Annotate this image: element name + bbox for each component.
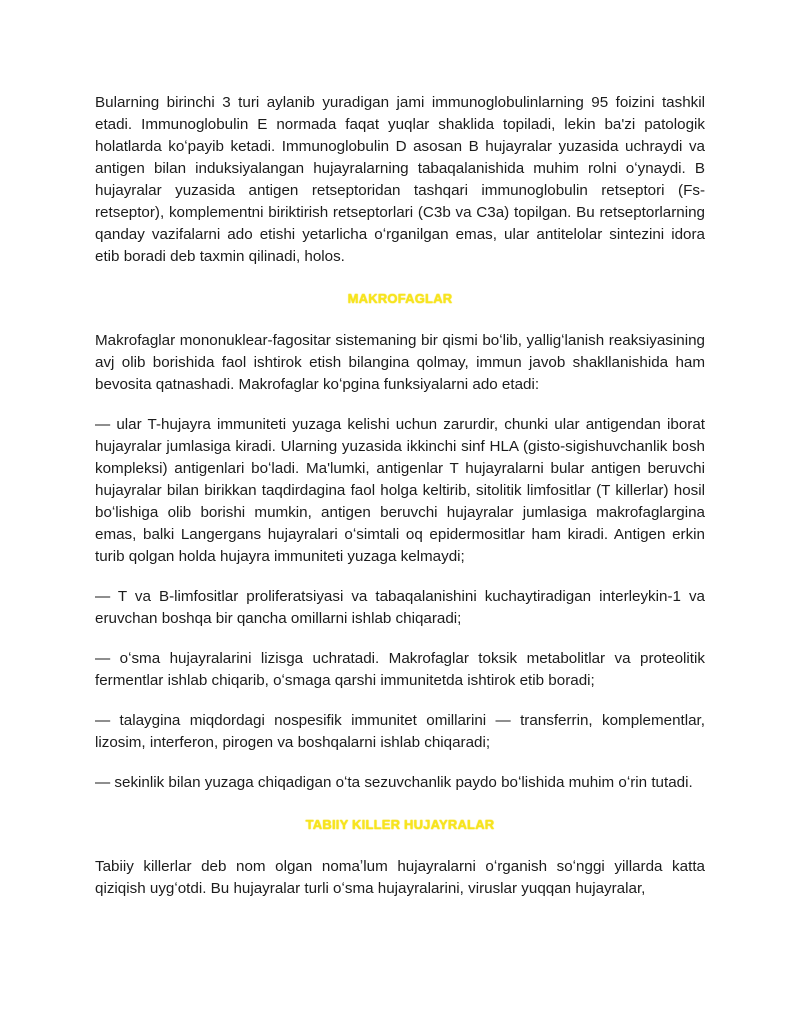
section-heading-killer — [95, 814, 705, 836]
section-heading-makrofaglar — [95, 288, 705, 310]
makrofaglar-list-item: — ular T-hujayra immuniteti yuzaga kelishi uchun zarurdir, chunki ular antigendan iborat hujayralar jumlasiga kiradi. Ularning yuzasida ikkinchi sinf HLA (gisto-sigishuvchanlik bosh kompleksi) antigenlari boʻladi. Ma'lumki, antigenlar T hujayralarni bular antigen beruvchi hujayralar bilan birikkan taqdirdagina faol holga keltirib, sitolitik limfositlar (T killerlar) hosil boʻlishiga olib borishi mumkin, antigen beruvchi hujayralar jumlasiga makrofaglargina emas, balki Langergans hujayralari oʻsimtali oq epidermositlar ham kiradi. Antigen erkin turib qolgan holda hujayra immuniteti yuzaga kelmaydi; — [95, 416, 705, 565]
document-body — [95, 92, 705, 900]
intro-paragraph: Bularning birinchi 3 turi aylanib yuradigan jami immunoglobulinlarning 95 foizini tashkil etadi. Immunoglobulin E normada faqat yuqlar shaklida topiladi, lekin ba'zi patologik holatlarda koʻpayib ketadi. Immunoglobulin D asosan B hujayralar yuzasida uchraydi va antigen bilan induksiyalangan hujayralarning tabaqalanishida muhim rolni oʻynaydi. B hujayralar yuzasida antigen retseptoridan tashqari immunoglobulin retseptori (Fs-retseptor), komplementni biriktirish retseptorlari (C3b va C3a) topilgan. Bu retseptorlarning qanday vazifalarni ado etishi yetarlicha oʻrganilgan emas, ular antitelolar sintezini idora etib boradi deb taxmin qilinadi, holos. — [95, 94, 705, 265]
makrofaglar-list-item: — talaygina miqdordagi nospesifik immunitet omillarini — transferrin, komplementlar, lizosim, interferon, pirogen va boshqalarni ishlab chiqaradi; — [95, 712, 705, 751]
makrofaglar-list-item: — sekinlik bilan yuzaga chiqadigan oʻta sezuvchanlik paydo boʻlishida muhim oʻrin tutadi. — [95, 774, 693, 791]
killer-paragraph: Tabiiy killerlar deb nom olgan nomaʼlum hujayralarni oʻrganish soʻnggi yillarda katta qiziqish uygʻotdi. Bu hujayralar turli oʻsma hujayralarini, viruslar yuqqan hujayralar, — [95, 858, 705, 897]
section-heading-killer-text: TABIIY KILLER HUJAYRALAR — [305, 817, 495, 832]
makrofaglar-list-item: — T va B-limfositlar proliferatsiyasi va tabaqalanishini kuchaytiradigan interleykin-1 va eruvchan boshqa bir qancha omillarni ishlab chiqaradi; — [95, 588, 705, 627]
makrofaglar-list-item: — oʻsma hujayralarini lizisga uchratadi. Makrofaglar toksik metabolitlar va proteolitik fermentlar ishlab chiqarib, oʻsmaga qarshi immunitetda ishtirok etib boradi; — [95, 650, 705, 689]
makrofaglar-paragraph: Makrofaglar mononuklear-fagositar sistemaning bir qismi boʻlib, yalligʻlanish reaksiyasining avj olib borishida faol ishtirok etish bilangina qolmay, immun javob shakllanishida ham bevosita qatnashadi. Makrofaglar koʻpgina funksiyalarni ado etadi: — [95, 332, 705, 393]
section-heading-makrofaglar-text: MAKROFAGLAR — [347, 291, 453, 306]
